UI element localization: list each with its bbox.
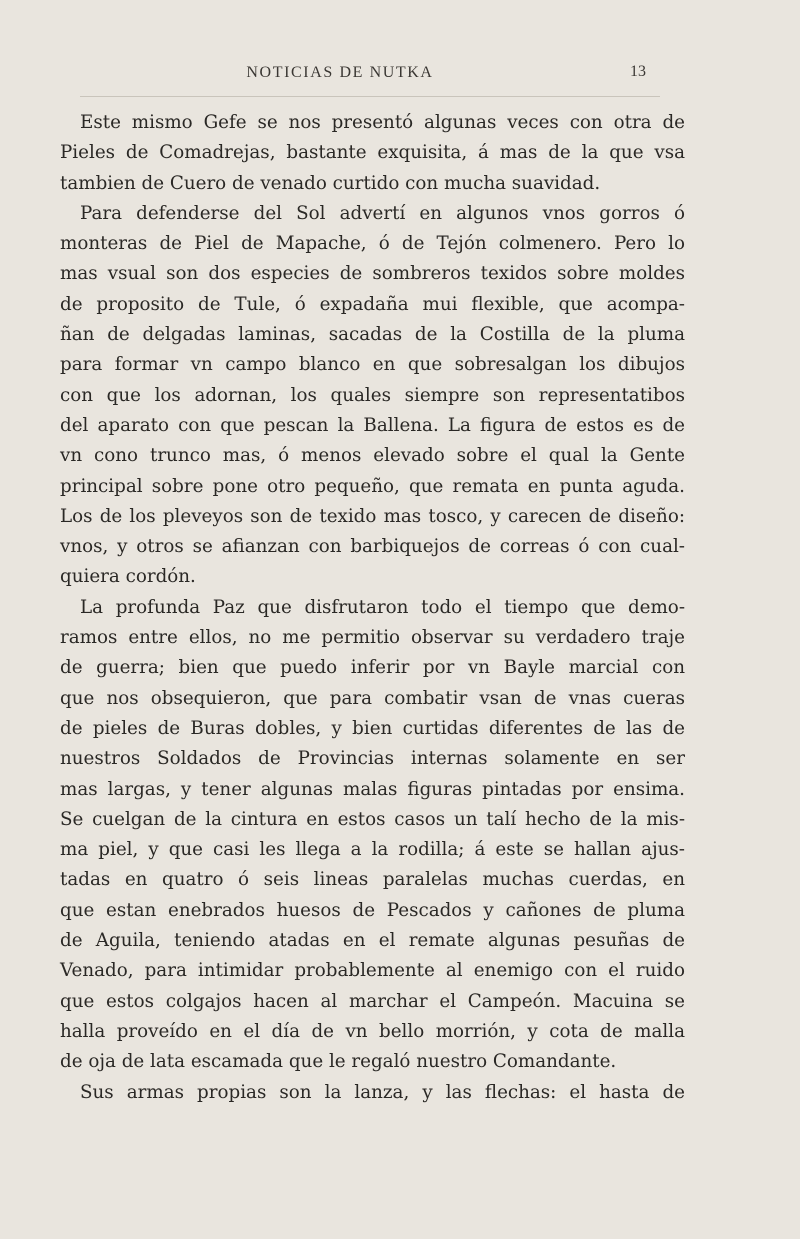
text-line: de pieles de Buras dobles, y bien curtidas diferentes de las de: [60, 717, 685, 739]
page-header: [0, 64, 800, 94]
text-line: La profunda Paz que disfrutaron todo el tiempo que demo-: [80, 596, 685, 618]
text-line: que estos colgajos hacen al marchar el Campeón. Macuina se: [60, 990, 685, 1012]
text-line: tadas en quatro ó seis lineas paralelas muchas cuerdas, en: [60, 869, 685, 891]
text-line: Para defenderse del Sol advertí en algunos vnos gorros ó: [80, 202, 685, 224]
text-line: ñan de delgadas laminas, sacadas de la Costilla de la pluma: [60, 324, 685, 346]
text-line: nuestros Soldados de Provincias internas solamente en ser: [60, 748, 685, 770]
text-line: monteras de Piel de Mapache, ó de Tejón colmenero. Pero lo: [60, 233, 685, 255]
header-rule: [80, 96, 660, 97]
text-line: que estan enebrados huesos de Pescados y cañones de pluma: [60, 899, 685, 921]
text-line: vn cono trunco mas, ó menos elevado sobre el qual la Gente: [60, 445, 685, 467]
text-line: Sus armas propias son la lanza, y las flechas: el hasta de: [80, 1081, 685, 1103]
text-line: vnos, y otros se afianzan con barbiquejos de correas ó con cual-: [60, 536, 685, 558]
text-line: ramos entre ellos, no me permitio observar su verdadero traje: [60, 627, 685, 649]
page-number: 13: [630, 63, 646, 80]
text-line: Este mismo Gefe se nos presentó algunas veces con otra de: [80, 112, 685, 133]
text-line: mas largas, y tener algunas malas figuras pintadas por ensima.: [60, 778, 685, 800]
text-line: Pieles de Comadrejas, bastante exquisita, á mas de la que vsa: [60, 142, 685, 164]
text-line: de oja de lata escamada que le regaló nuestro Comandante.: [60, 1051, 617, 1073]
text-line: de Aguila, teniendo atadas en el remate algunas pesuñas de: [60, 930, 685, 952]
text-line: de proposito de Tule, ó expadaña mui flexible, que acompa-: [60, 293, 685, 315]
text-line: principal sobre pone otro pequeño, que remata en punta aguda.: [60, 475, 685, 497]
text-line: del aparato con que pescan la Ballena. La figura de estos es de: [60, 414, 685, 436]
text-line: halla proveído en el día de vn bello morrión, y cota de malla: [60, 1020, 685, 1042]
body-text: [60, 108, 685, 1108]
text-line: que nos obsequieron, que para combatir vsan de vnas cueras: [60, 687, 685, 709]
running-title: NOTICIAS DE NUTKA: [246, 64, 434, 81]
text-line: tambien de Cuero de venado curtido con mucha suavidad.: [60, 172, 601, 194]
text-line: Venado, para intimidar probablemente al enemigo con el ruido: [60, 960, 685, 982]
text-line: quiera cordón.: [60, 566, 196, 588]
text-line: Se cuelgan de la cintura en estos casos un talí hecho de la mis-: [60, 808, 685, 830]
text-line: mas vsual son dos especies de sombreros texidos sobre moldes: [60, 263, 685, 285]
text-line: Los de los pleveyos son de texido mas tosco, y carecen de diseño:: [60, 505, 685, 527]
text-line: con que los adornan, los quales siempre son representatibos: [60, 384, 685, 406]
text-line: ma piel, y que casi les llega a la rodilla; á este se hallan ajus-: [60, 839, 685, 861]
text-line: de guerra; bien que puedo inferir por vn Bayle marcial con: [60, 657, 685, 679]
text-line: para formar vn campo blanco en que sobresalgan los dibujos: [60, 354, 685, 376]
